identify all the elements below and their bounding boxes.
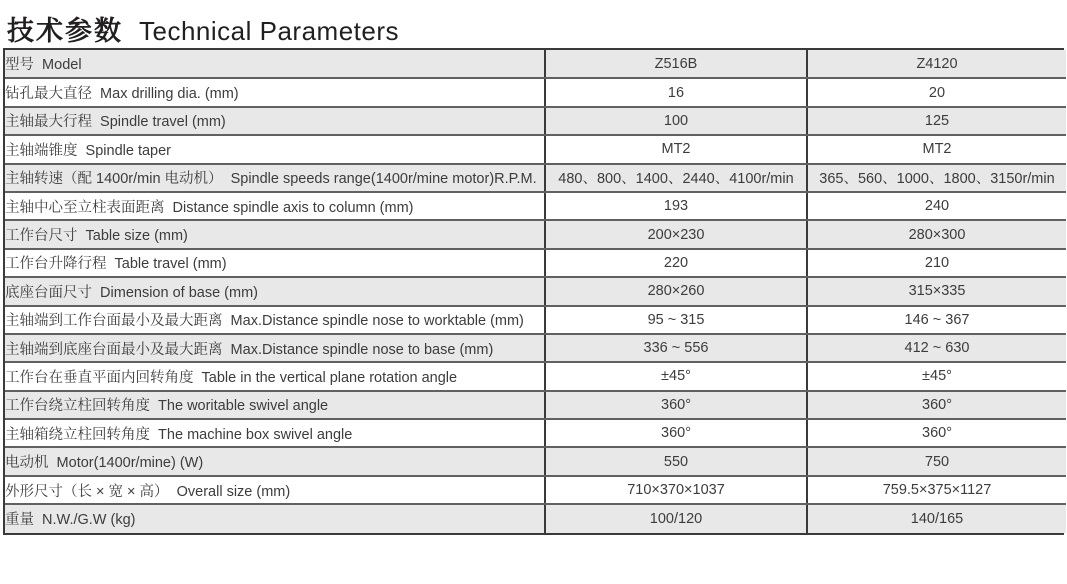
z4120-value-cell: 125 [807,107,1066,135]
z516b-value-cell: 193 [545,192,807,220]
param-label-cell: 主轴端到底座台面最小及最大距离 Max.Distance spindle nose to base (mm) [5,334,545,362]
table-row [5,447,1066,475]
table-row [5,78,1066,106]
z4120-value-cell: 360° [807,419,1066,447]
table-row [5,107,1066,135]
technical-parameters-table-wrapper [3,48,1064,535]
model-header-label-cell: 型号 Model [5,50,545,78]
table-row [5,135,1066,163]
param-label-cell: 电动机 Motor(1400r/mine) (W) [5,447,545,475]
z4120-value-cell: 360° [807,391,1066,419]
z4120-value-cell: 412 ~ 630 [807,334,1066,362]
z516b-value-cell: 360° [545,419,807,447]
z4120-value-cell: 140/165 [807,504,1066,532]
z4120-value-cell: 210 [807,249,1066,277]
param-label-cell: 主轴端锥度 Spindle taper [5,135,545,163]
table-row [5,192,1066,220]
model-header-row [5,50,1066,78]
param-label-cell: 重量 N.W./G.W (kg) [5,504,545,532]
param-label-cell: 主轴箱绕立柱回转角度 The machine box swivel angle [5,419,545,447]
z4120-value-cell: 146 ~ 367 [807,306,1066,334]
z516b-value-cell: 550 [545,447,807,475]
param-label-cell: 底座台面尺寸 Dimension of base (mm) [5,277,545,305]
table-row [5,362,1066,390]
param-label-cell: 主轴端到工作台面最小及最大距离 Max.Distance spindle nose to worktable (mm) [5,306,545,334]
z516b-value-cell: 16 [545,78,807,106]
param-label-cell: 工作台尺寸 Table size (mm) [5,220,545,248]
z516b-value-cell: 220 [545,249,807,277]
z516b-value-cell: 280×260 [545,277,807,305]
technical-parameters-table-body [5,50,1066,533]
z516b-value-cell: ±45° [545,362,807,390]
table-row [5,277,1066,305]
z516b-value-cell: 100/120 [545,504,807,532]
z516b-value-cell: 336 ~ 556 [545,334,807,362]
table-row [5,220,1066,248]
page-title [0,0,1067,48]
z4120-value-cell: 750 [807,447,1066,475]
param-label-cell: 钻孔最大直径 Max drilling dia. (mm) [5,78,545,106]
param-label-cell: 主轴最大行程 Spindle travel (mm) [5,107,545,135]
table-row [5,249,1066,277]
z4120-value-cell: 759.5×375×1127 [807,476,1066,504]
z4120-value-cell: MT2 [807,135,1066,163]
page-title-chinese: 技术参数 [7,16,123,46]
technical-parameters-table [5,50,1066,533]
table-row [5,476,1066,504]
table-row [5,334,1066,362]
z4120-value-cell: 20 [807,78,1066,106]
page-title-english: Technical Parameters [139,16,399,46]
z4120-value-cell: 280×300 [807,220,1066,248]
z516b-value-cell: 200×230 [545,220,807,248]
z516b-value-cell: MT2 [545,135,807,163]
table-row [5,306,1066,334]
z4120-value-cell: ±45° [807,362,1066,390]
param-label-cell: 工作台在垂直平面内回转角度 Table in the vertical plane rotation angle [5,362,545,390]
z516b-value-cell: 95 ~ 315 [545,306,807,334]
z4120-value-cell: 315×335 [807,277,1066,305]
param-label-cell: 主轴中心至立柱表面距离 Distance spindle axis to column (mm) [5,192,545,220]
table-row [5,164,1066,192]
param-label-cell: 工作台升降行程 Table travel (mm) [5,249,545,277]
table-row [5,504,1066,532]
z516b-value-cell: 360° [545,391,807,419]
table-row [5,419,1066,447]
z4120-value-cell: 240 [807,192,1066,220]
model-header-z516b-cell: Z516B [545,50,807,78]
param-label-cell: 外形尺寸（长 × 宽 × 高） Overall size (mm) [5,476,545,504]
table-row [5,391,1066,419]
param-label-cell: 工作台绕立柱回转角度 The woritable swivel angle [5,391,545,419]
z516b-value-cell: 710×370×1037 [545,476,807,504]
z516b-value-cell: 480、800、1400、2440、4100r/min [545,164,807,192]
z516b-value-cell: 100 [545,107,807,135]
model-header-z4120-cell: Z4120 [807,50,1066,78]
z4120-value-cell: 365、560、1000、1800、3150r/min [807,164,1066,192]
param-label-cell: 主轴转速（配 1400r/min 电动机） Spindle speeds range(1400r/mine motor)R.P.M. [5,164,545,192]
